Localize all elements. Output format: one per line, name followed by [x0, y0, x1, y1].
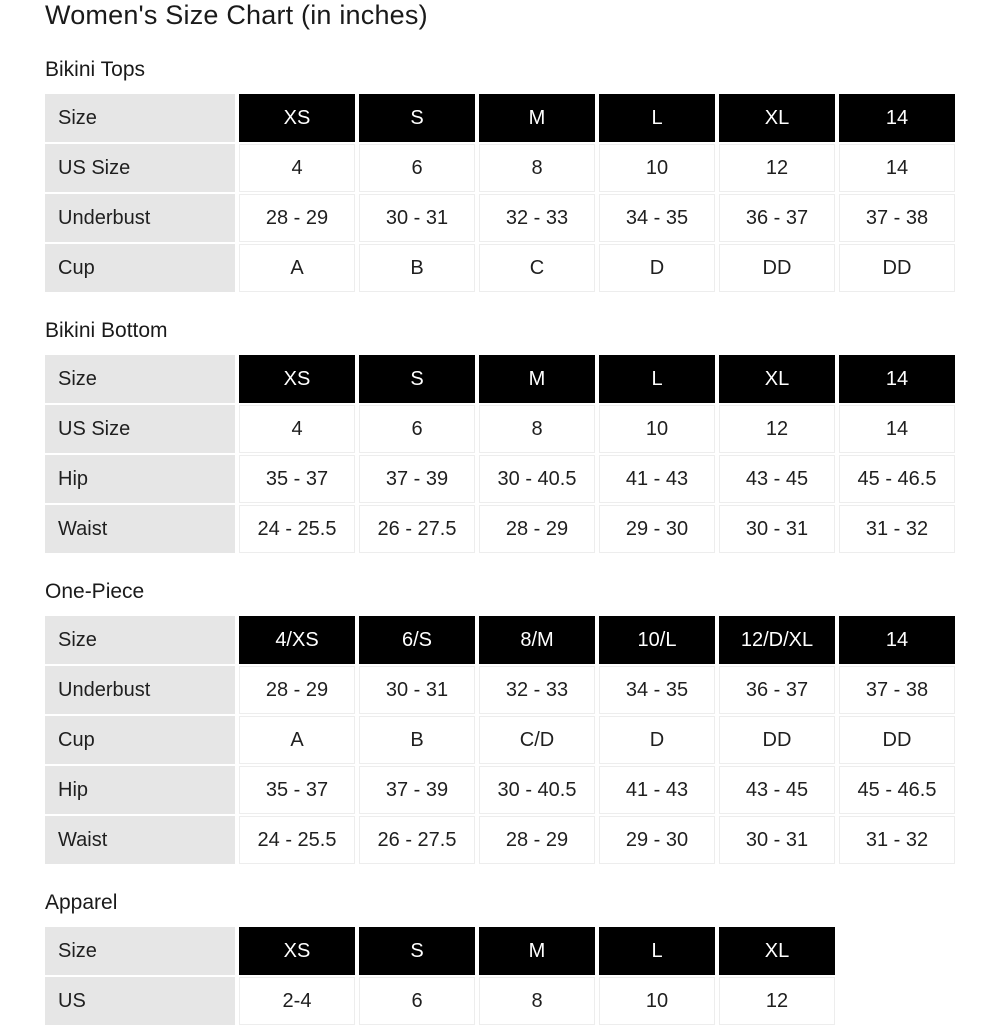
section-one-piece	[45, 581, 955, 864]
size-header-cell: 8/M	[479, 616, 595, 664]
value-cell: DD	[839, 716, 955, 764]
value-cell: 30 - 40.5	[479, 766, 595, 814]
size-header-cell: M	[479, 355, 595, 403]
size-table-bikini-bottom	[45, 355, 955, 553]
row-label-cell: Underbust	[45, 666, 235, 714]
value-cell: 6	[359, 405, 475, 453]
section-heading-one-piece: One-Piece	[45, 580, 145, 603]
size-header-cell: XL	[719, 94, 835, 142]
value-cell: 24 - 25.5	[239, 816, 355, 864]
row-label-cell: Size	[45, 355, 235, 403]
value-cell: 35 - 37	[239, 455, 355, 503]
value-cell: 37 - 39	[359, 455, 475, 503]
size-header-cell: 12/D/XL	[719, 616, 835, 664]
row-label-cell: Waist	[45, 505, 235, 553]
section-heading-apparel: Apparel	[45, 891, 118, 914]
value-cell: 28 - 29	[239, 194, 355, 242]
row-label-cell: Size	[45, 616, 235, 664]
value-cell: 6	[359, 977, 475, 1025]
value-cell: 30 - 31	[359, 666, 475, 714]
row-label-cell: US Size	[45, 405, 235, 453]
size-header-cell: XS	[239, 355, 355, 403]
value-cell: 32 - 33	[479, 194, 595, 242]
size-header-cell: 14	[839, 355, 955, 403]
section-bikini-tops	[45, 59, 955, 292]
value-cell: 34 - 35	[599, 194, 715, 242]
size-header-cell: L	[599, 927, 715, 975]
row-label-cell: Underbust	[45, 194, 235, 242]
value-cell: 30 - 31	[359, 194, 475, 242]
value-cell: 37 - 38	[839, 194, 955, 242]
value-cell: DD	[719, 716, 835, 764]
value-cell: 4	[239, 405, 355, 453]
value-cell: DD	[839, 244, 955, 292]
value-cell: 37 - 38	[839, 666, 955, 714]
value-cell: 8	[479, 977, 595, 1025]
value-cell: 37 - 39	[359, 766, 475, 814]
value-cell: 30 - 31	[719, 816, 835, 864]
section-bikini-bottom	[45, 320, 955, 553]
size-header-cell: L	[599, 355, 715, 403]
value-cell: 29 - 30	[599, 505, 715, 553]
size-header-cell: 4/XS	[239, 616, 355, 664]
row-label-cell: US	[45, 977, 235, 1025]
value-cell: 41 - 43	[599, 766, 715, 814]
value-cell: 10	[599, 977, 715, 1025]
size-table-one-piece	[45, 616, 955, 864]
page-title: Women's Size Chart (in inches)	[45, 0, 428, 30]
size-header-cell: S	[359, 927, 475, 975]
value-cell: 8	[479, 405, 595, 453]
value-cell: B	[359, 244, 475, 292]
value-cell: 45 - 46.5	[839, 766, 955, 814]
size-header-cell: L	[599, 94, 715, 142]
value-cell: 6	[359, 144, 475, 192]
row-label-cell: Cup	[45, 244, 235, 292]
row-label-cell: Hip	[45, 455, 235, 503]
value-cell: 14	[839, 405, 955, 453]
size-header-cell: 10/L	[599, 616, 715, 664]
size-header-cell: XL	[719, 355, 835, 403]
size-header-cell: S	[359, 355, 475, 403]
value-cell: C	[479, 244, 595, 292]
value-cell: 31 - 32	[839, 816, 955, 864]
value-cell: 10	[599, 144, 715, 192]
value-cell: D	[599, 716, 715, 764]
value-cell: 12	[719, 144, 835, 192]
value-cell: 35 - 37	[239, 766, 355, 814]
value-cell: 41 - 43	[599, 455, 715, 503]
value-cell: 34 - 35	[599, 666, 715, 714]
value-cell: 8	[479, 144, 595, 192]
value-cell: 26 - 27.5	[359, 505, 475, 553]
value-cell: A	[239, 244, 355, 292]
size-header-cell: M	[479, 94, 595, 142]
value-cell: 36 - 37	[719, 666, 835, 714]
value-cell: B	[359, 716, 475, 764]
value-cell: 10	[599, 405, 715, 453]
value-cell: 43 - 45	[719, 766, 835, 814]
row-label-cell: Cup	[45, 716, 235, 764]
value-cell: A	[239, 716, 355, 764]
value-cell: 30 - 40.5	[479, 455, 595, 503]
value-cell: 12	[719, 977, 835, 1025]
value-cell: 29 - 30	[599, 816, 715, 864]
value-cell: DD	[719, 244, 835, 292]
row-label-cell: Size	[45, 927, 235, 975]
value-cell: D	[599, 244, 715, 292]
value-cell: C/D	[479, 716, 595, 764]
size-table-bikini-tops	[45, 94, 955, 292]
value-cell: 28 - 29	[479, 816, 595, 864]
section-heading-bikini-bottom: Bikini Bottom	[45, 319, 168, 342]
section-heading-bikini-tops: Bikini Tops	[45, 58, 145, 81]
value-cell: 4	[239, 144, 355, 192]
size-header-cell: 14	[839, 94, 955, 142]
row-label-cell: US Size	[45, 144, 235, 192]
value-cell: 2-4	[239, 977, 355, 1025]
row-label-cell: Waist	[45, 816, 235, 864]
value-cell: 32 - 33	[479, 666, 595, 714]
value-cell: 31 - 32	[839, 505, 955, 553]
size-header-cell: 6/S	[359, 616, 475, 664]
row-label-cell: Size	[45, 94, 235, 142]
value-cell: 26 - 27.5	[359, 816, 475, 864]
value-cell: 30 - 31	[719, 505, 835, 553]
row-label-cell: Hip	[45, 766, 235, 814]
size-header-cell: XS	[239, 94, 355, 142]
value-cell: 28 - 29	[479, 505, 595, 553]
size-header-cell: S	[359, 94, 475, 142]
value-cell: 28 - 29	[239, 666, 355, 714]
value-cell: 14	[839, 144, 955, 192]
value-cell: 43 - 45	[719, 455, 835, 503]
size-header-cell: XS	[239, 927, 355, 975]
value-cell: 45 - 46.5	[839, 455, 955, 503]
value-cell: 12	[719, 405, 835, 453]
size-header-cell: XL	[719, 927, 835, 975]
value-cell: 24 - 25.5	[239, 505, 355, 553]
value-cell: 36 - 37	[719, 194, 835, 242]
size-header-cell: 14	[839, 616, 955, 664]
size-table-apparel	[45, 927, 955, 1025]
size-header-cell: M	[479, 927, 595, 975]
section-apparel	[45, 892, 955, 1025]
